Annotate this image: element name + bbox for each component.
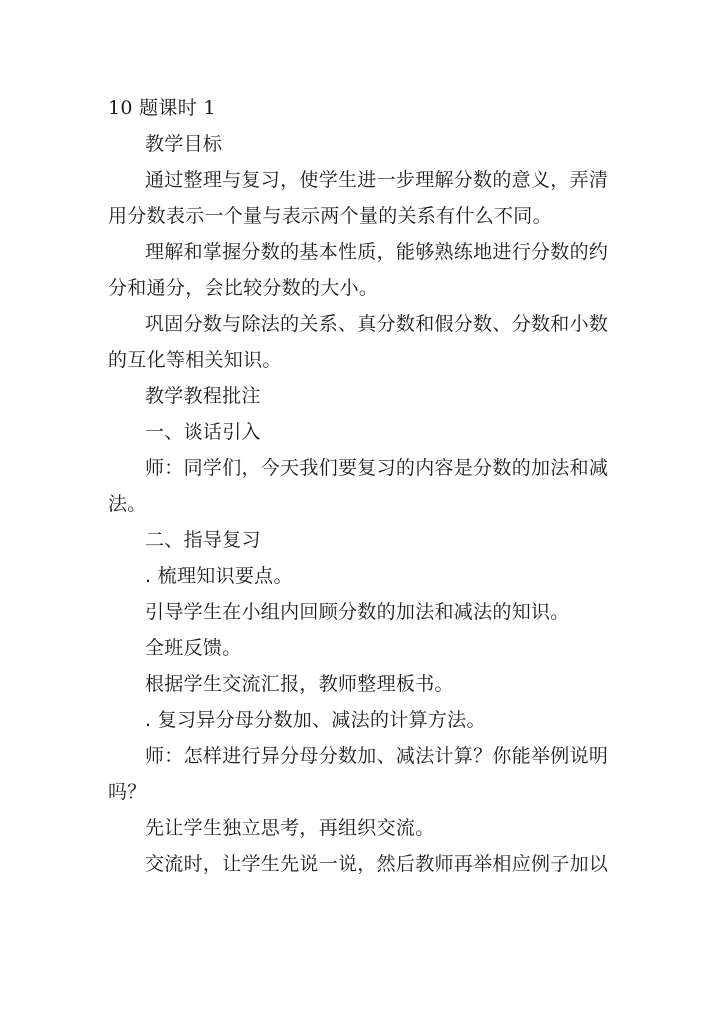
document-body (108, 90, 608, 882)
paragraph-line: 师：同学们，今天我们要复习的内容是分数的加法和减 (145, 457, 609, 479)
list-item: . 复习异分母分数加、减法的计算方法。 (145, 709, 486, 731)
paragraph-line: 理解和掌握分数的基本性质，能够熟练地进行分数的约 (145, 241, 609, 263)
paragraph-line: 通过整理与复习，使学生进一步理解分数的意义，弄清 (145, 169, 609, 191)
paragraph-line: 巩固分数与除法的关系、真分数和假分数、分数和小数 (145, 313, 609, 335)
paragraph-line: 分和通分，会比较分数的大小。 (108, 277, 379, 299)
subsection-title: 二、指导复习 (145, 529, 261, 551)
paragraph-line: 法。 (108, 493, 147, 515)
section-title-process: 教学教程批注 (145, 385, 261, 407)
paragraph-line: 引导学生在小组内回顾分数的加法和减法的知识。 (145, 601, 570, 623)
paragraph-line: 吗？ (108, 781, 147, 803)
subsection-title: 一、谈话引入 (145, 421, 261, 443)
paragraph-line: 根据学生交流汇报，教师整理板书。 (145, 673, 454, 695)
paragraph-line: 先让学生独立思考，再组织交流。 (145, 817, 435, 839)
paragraph-line: 用分数表示一个量与表示两个量的关系有什么不同。 (108, 205, 552, 227)
lesson-heading: 10 题课时 1 (108, 97, 216, 119)
paragraph-line: 交流时，让学生先说一说，然后教师再举相应例子加以 (145, 853, 609, 875)
section-title-objectives: 教学目标 (145, 133, 223, 155)
list-item: . 梳理知识要点。 (145, 565, 293, 587)
paragraph-line: 全班反馈。 (145, 637, 242, 659)
paragraph-line: 师：怎样进行异分母分数加、减法计算？你能举例说明 (145, 745, 609, 767)
paragraph-line: 的互化等相关知识。 (108, 349, 282, 371)
